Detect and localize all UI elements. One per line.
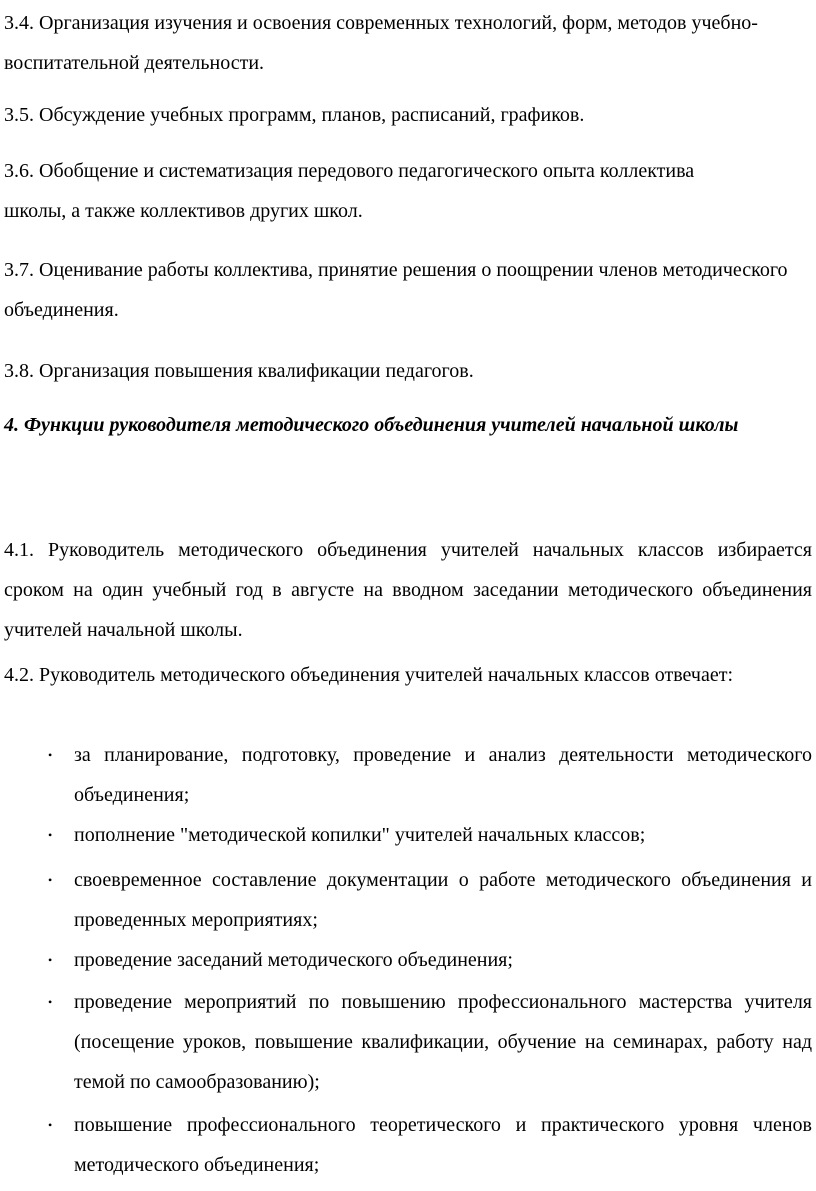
list-item-text: повышение профессионального теоретического и практического уровня членов методического объединения; [74, 1114, 812, 1176]
paragraph-4-1: 4.1. Руководитель методического объединения учителей начальных классов избирается сроком на один учебный год в августе на вводном заседании методического объединения учителей начальной школы. [4, 539, 812, 641]
bullet-icon: • [48, 953, 53, 967]
list-item [4, 860, 812, 940]
list-item-text: проведение заседаний методического объединения; [74, 949, 513, 971]
paragraph-3-7: 3.7. Оценивание работы коллектива, принятие решения о поощрении членов методического объединения. [4, 259, 788, 321]
bullet-icon: • [48, 748, 53, 762]
paragraph-3-5: 3.5. Обсуждение учебных программ, планов, расписаний, графиков. [4, 104, 585, 126]
paragraph-3-4: 3.4. Организация изучения и освоения современных технологий, форм, методов учебно-воспитательной деятельности. [4, 12, 758, 74]
bullet-icon: • [48, 828, 53, 842]
list-item-text: проведение мероприятий по повышению профессионального мастерства учителя (посещение уроков, повышение квалификации, обучение на семинарах, работу над темой по самообразованию); [74, 991, 812, 1093]
paragraph-4-2: 4.2. Руководитель методического объединения учителей начальных классов отвечает: [4, 664, 734, 686]
list-item-text: за планирование, подготовку, проведение и анализ деятельности методического объединения; [74, 744, 812, 806]
list-item [4, 815, 812, 860]
list-item-text: своевременное составление документации о работе методического объединения и проведенных мероприятиях; [74, 869, 812, 931]
bullet-icon: • [48, 995, 53, 1009]
bullet-icon: • [48, 1118, 53, 1132]
responsibilities-list [4, 735, 812, 1185]
paragraph-3-8: 3.8. Организация повышения квалификации педагогов. [4, 360, 474, 382]
list-item [4, 735, 812, 815]
paragraph-3-6: 3.6. Обобщение и систематизация передового педагогического опыта коллектива школы, а также коллективов других школ. [4, 160, 695, 222]
bullet-icon: • [48, 873, 53, 887]
list-item [4, 940, 812, 982]
list-item-text: пополнение "методической копилки" учителей начальных классов; [74, 824, 646, 846]
section-4-heading: 4. Функции руководителя методического объединения учителей начальной школы [4, 414, 739, 436]
list-item [4, 1105, 812, 1185]
list-item [4, 982, 812, 1105]
